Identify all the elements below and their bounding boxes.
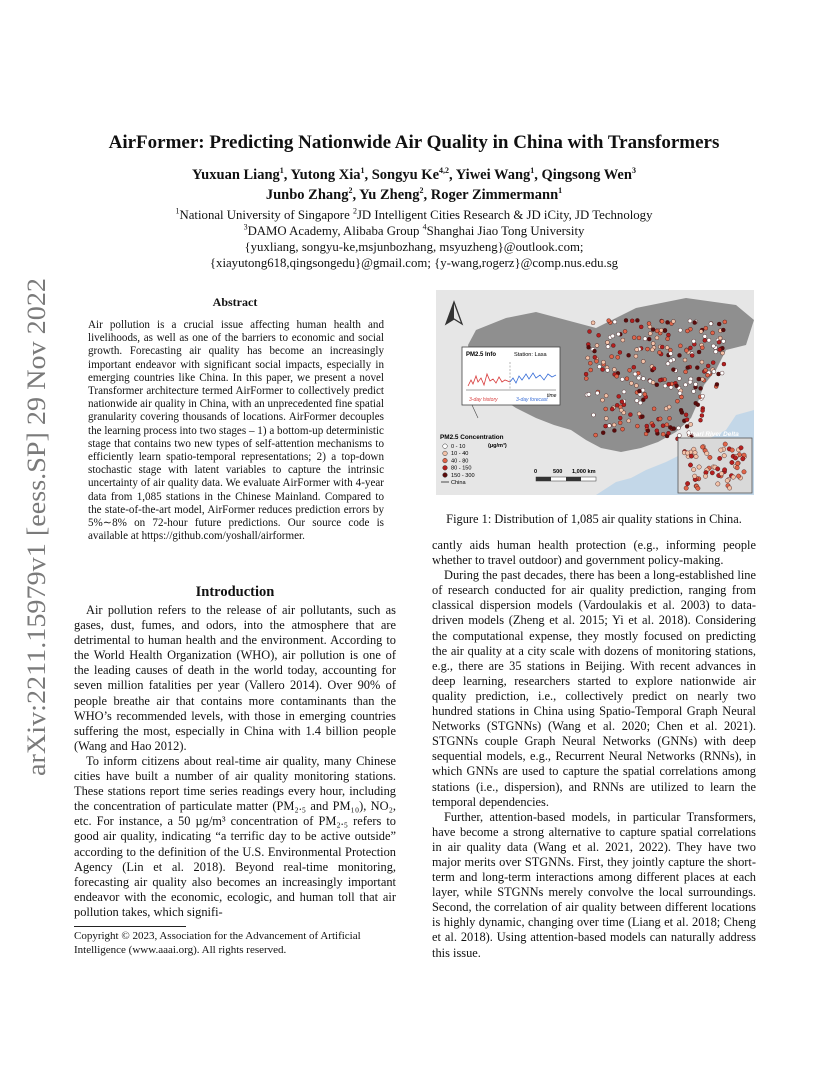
station-marker [659,328,663,332]
introduction-heading: Introduction [195,584,275,600]
legend-label: 0 - 10 [451,444,466,450]
station-marker [705,451,709,455]
station-marker [611,334,615,338]
station-marker [688,346,692,350]
station-marker [675,384,679,388]
station-marker [610,355,614,359]
station-marker [601,368,605,372]
station-marker [671,368,675,372]
legend-unit: (µg/m³) [488,443,507,449]
station-marker [699,418,703,422]
abstract-heading: Abstract [212,295,258,309]
affiliation-name: Shanghai Jiao Tong University [426,224,585,238]
station-marker [594,433,598,437]
station-marker [684,413,688,417]
station-marker [661,424,665,428]
station-marker [666,362,670,366]
station-marker [616,355,620,359]
affiliations [60,207,768,271]
station-marker [716,482,720,486]
author-name: Qingsong Wen [541,167,632,183]
station-marker [592,413,596,417]
station-marker [712,370,716,374]
station-marker [689,422,693,426]
station-marker [711,361,715,365]
station-marker [593,349,597,353]
station-marker [693,450,697,454]
station-marker [685,451,689,455]
legend-title: PM2.5 Concentration [440,434,504,441]
station-marker [693,321,697,325]
station-marker [655,329,659,333]
station-marker [628,368,632,372]
station-marker [668,425,672,429]
station-marker [588,361,592,365]
author-name: Yiwei Wang [455,167,531,183]
intro-paragraph-4: During the past decades, there has been a long-established line of research conducted for air quality prediction, ranging from classical dispersion models (Vardoulakis et al. 2003) to data-driven models (Zheng et al. 2015; Yi et al. 2018). Considering the computational expense, they mostly focused on predicting the air quality at a city scale with dozens of monitoring stations, e.g., there are 35 stations in Beijing. With recent advances in deep learning, researchers started to explore nationwide air quality prediction, i.e., collectively predict on nearly two hundred stations in China using Spatio-Temporal Graph Neural Networks (STGNNs) (Wang et al. 2020; Chen et al. 2021). STGNNs couple Graph Neural Networks (GNNs) with deep sequential models, e.g., Recurrent Neural Networks (RNNs), in which GNNs are used to capture the spatial correlations among stations (i.e., dispersion), and RNNs are utilized to learn the temporal dependencies. [432,568,756,809]
pearl-river-delta-inset [678,431,752,493]
history-label: 3-day history [469,397,498,403]
station-marker [647,337,651,341]
station-marker [678,344,682,348]
station-marker [684,486,688,490]
affiliation-name: National University of Singapore [179,208,353,222]
station-marker [651,328,655,332]
station-marker [722,454,726,458]
station-marker [646,347,650,351]
station-marker [701,394,705,398]
station-marker [678,353,682,357]
author-line-1: Yuxuan Liang$^1$, Yutong Xia$^1$, Songyu Ke$^{4,2}$, Yiwei Wang$^1$, Qingsong Wen$^3$ [192,166,636,183]
station-marker [595,391,599,395]
station-marker [607,319,611,323]
legend-label: 40 - 80 [451,458,469,465]
affiliation-sup: 3 [243,222,248,232]
station-marker [618,421,622,425]
station-marker [635,424,639,428]
station-marker [593,355,597,359]
station-marker [595,344,599,348]
affiliation-sup: 4 [422,222,427,232]
station-marker [716,467,720,471]
station-marker [641,377,645,381]
station-marker [632,336,636,340]
legend-swatch [443,451,448,456]
station-marker [736,461,740,465]
station-marker [694,454,698,458]
right-column-body [432,538,756,961]
intro-paragraph-3: cantly aids human health protection (e.g., informing people whether to travel outdoor) and government policy-making. [432,538,756,568]
station-marker [639,325,643,329]
station-marker [680,395,684,399]
station-marker [621,338,625,342]
station-marker [685,418,689,422]
station-marker [620,377,624,381]
affiliation-line-1 [60,207,768,223]
station-marker [696,486,700,490]
station-marker [604,394,608,398]
station-marker [629,381,633,385]
station-marker [667,382,671,386]
station-marker [651,381,655,385]
station-marker [703,338,707,342]
legend-label: 150 - 300 [451,472,475,479]
legend-label: 10 - 40 [451,451,469,458]
info-station: Station: Lasa [514,352,547,358]
affiliation-line-2 [60,223,768,239]
pm25-info-panel [462,347,560,405]
station-marker [710,471,714,475]
station-marker [723,442,727,446]
station-marker [621,427,625,431]
intro-paragraph-5: Further, attention-based models, in particular Transformers, have become a strong alternative to capture spatial correlations in air quality data (Wang et al. 2021, 2022). They have two major merits over STGNNs. First, they jointly capture the short-term and long-term interactions among different places at each layer, while STGNNs merely convolve the local surroundings. Second, the correlation of air quality between different locations is highly dynamic, changing over time (Liang et al. 2018; Cheng et al. 2018). Using attention-based models can naturally address this issue. [432,809,756,960]
scale-label-0: 0 [534,469,538,475]
delta-label: Pearl River Delta [688,431,739,438]
station-marker [663,328,667,332]
station-marker [665,346,669,350]
station-marker [703,474,707,478]
station-marker [610,407,614,411]
station-marker [706,364,710,368]
station-marker [704,326,708,330]
station-marker [612,368,616,372]
legend-swatch [443,466,448,471]
affiliation-name: JD Intelligent Cities Research & JD iCity, JD Technology [356,208,653,222]
station-marker [655,383,659,387]
station-marker [700,414,704,418]
station-marker [723,320,727,324]
station-marker [650,348,654,352]
station-marker [611,344,615,348]
station-marker [666,320,670,324]
station-marker [688,380,692,384]
intro-paragraph-1: Air pollution refers to the release of air pollutants, such as gases, dust, fumes, and odors, into the atmosphere that are detrimental to human health and the environment. According to the World Health Organization (WHO), air pollution is one of the leading causes of death in the world today, accounting for seven million fatalities per year (Vallero 2014). Over 90% of people breathe air that contains more contaminants than the WHO’s recommended levels, with those in emerging countries suffering the most, especially in China with 1.4 billion people (Wang and Hao 2012). [74,603,396,753]
station-marker [616,332,620,336]
station-marker [658,351,662,355]
email-line-2: {xiayutong618,qingsongedu}@gmail.com; {y-wang,rogerz}@comp.nus.edu.sg [209,256,619,270]
station-marker [660,319,664,323]
station-marker [669,352,673,356]
station-marker [688,319,692,323]
station-marker [678,328,682,332]
station-marker [647,322,651,326]
station-marker [690,354,694,358]
station-marker [618,416,622,420]
station-marker [677,426,681,430]
abstract-text: Air pollution is a crucial issue affecting human health and livelihoods, as well as one of the barriers to economic and social growth. Forecasting air quality has become an increasingly important endeavor with significant social impacts, especially in emerging countries like China. In this paper, we present a novel Transformer architecture termed AirFormer to collectively predict nationwide air quality in China, with an unprecedented fine spatial granularity covering thousands of locations. AirFormer decouples the learning process into two stages – 1) a bottom-up deterministic stage that contains two new types of self-attention mechanisms to efficiently learn spatio-temporal representations; 2) a top-down stochastic stage with latent variables to capture the intrinsic uncertainty of air quality data. We evaluate AirFormer with 4-year data from 1,085 stations in the Chinese Mainland. Compared to the state-of-the-art model, AirFormer reduces prediction errors by 5%∼8% on 72-hour future predictions. Our source code is available at https://github.com/yoshall/airformer. [88,319,384,543]
paper-title: AirFormer: Predicting Nationwide Air Quality in China with Transformers [108,132,720,153]
station-marker [719,472,723,476]
station-marker [689,454,693,458]
station-marker [722,468,726,472]
station-marker [637,336,641,340]
station-marker [622,390,626,394]
station-marker [589,368,593,372]
station-marker [623,329,627,333]
station-marker [730,448,734,452]
station-marker [707,338,711,342]
station-marker [708,455,712,459]
station-marker [632,365,636,369]
forecast-label: 3-day forecast [516,397,548,403]
station-marker [692,389,696,393]
station-marker [624,318,628,322]
station-marker [715,382,719,386]
station-marker [717,372,721,376]
station-marker [703,334,707,338]
station-marker [604,424,608,428]
author-list [60,165,768,205]
author-sup: 1 [530,166,535,176]
station-marker [725,479,729,483]
station-marker [651,342,655,346]
station-marker [718,348,722,352]
station-marker [685,424,689,428]
legend-swatch [443,458,448,463]
station-marker [652,367,656,371]
station-marker [733,456,737,460]
author-sup: 4,2 [439,166,450,176]
station-marker [735,466,739,470]
station-marker [739,446,743,450]
station-marker [699,386,703,390]
station-marker [720,371,724,375]
station-marker [697,377,701,381]
author-name: Roger Zimmermann [430,187,559,203]
station-marker [612,423,616,427]
station-marker [658,378,662,382]
station-marker [643,337,647,341]
station-marker [635,318,639,322]
station-marker [665,423,669,427]
station-marker [655,429,659,433]
station-marker [721,351,725,355]
station-marker [584,377,588,381]
author-line-2: Junbo Zhang$^2$, Yu Zheng$^2$, Roger Zimmermann$^1$ [265,186,563,203]
email-line-1: {yuxliang, songyu-ke,msjunbozhang, msyuzheng}@outlook.com; [244,240,584,254]
station-marker [595,359,599,363]
station-marker [679,408,683,412]
legend-swatch [443,444,448,449]
station-marker [667,405,671,409]
station-marker [634,354,638,358]
station-marker [640,415,644,419]
station-marker [634,384,638,388]
figure-caption: Figure 1: Distribution of 1,085 air quality stations in China. [446,512,742,526]
left-column-body [74,603,396,920]
station-marker [671,319,675,323]
station-marker [693,474,697,478]
station-marker [641,359,645,363]
station-marker [661,432,665,436]
station-marker [741,457,745,461]
station-marker [615,403,619,407]
station-marker [697,465,701,469]
station-marker [684,370,688,374]
station-marker [677,434,681,438]
station-marker [700,360,704,364]
station-marker [717,340,721,344]
station-marker [688,463,692,467]
station-marker [627,353,631,357]
author-name: Yuxuan Liang [192,167,280,183]
station-marker [612,429,616,433]
station-marker [591,321,595,325]
time-axis-label: time [547,393,557,399]
scale-label-1: 500 [553,469,563,475]
station-marker [717,322,721,326]
station-marker [658,417,662,421]
station-marker [652,407,656,411]
station-marker [722,339,726,343]
station-marker [651,424,655,428]
station-marker [683,358,687,362]
station-marker [597,365,601,369]
station-marker [586,356,590,360]
legend-label: China [451,480,466,486]
station-marker [686,366,690,370]
station-marker [604,407,608,411]
affiliation-sup: 1 [175,206,180,216]
station-marker [692,467,696,471]
author-name: Junbo Zhang [265,187,349,203]
station-marker [601,431,605,435]
station-marker [700,445,704,449]
station-marker [742,470,746,474]
station-marker [648,332,652,336]
copyright-notice: Copyright © 2023, Association for the Advancement of Artificial Intelligence (www.aaai.org). All rights reserved. [74,930,361,956]
station-marker [711,331,715,335]
author-sup: 2 [419,186,424,196]
station-marker [685,329,689,333]
station-marker [692,339,696,343]
station-marker [685,481,689,485]
station-marker [619,408,623,412]
station-marker [587,345,591,349]
station-marker [678,391,682,395]
station-marker [719,448,723,452]
station-marker [704,368,708,372]
station-marker [699,330,703,334]
station-marker [605,340,609,344]
scale-label-2: 1,000 km [572,469,596,475]
station-marker [627,419,631,423]
station-marker [697,350,701,354]
station-marker [701,409,705,413]
author-sup: 2 [348,186,353,196]
station-marker [646,429,650,433]
station-marker [588,330,592,334]
station-marker [604,416,608,420]
station-marker [685,349,689,353]
station-marker [606,345,610,349]
station-marker [620,400,624,404]
author-name: Yu Zheng [359,187,420,203]
station-marker [655,336,659,340]
station-marker [666,333,670,337]
station-marker [695,366,699,370]
affiliation-sup: 2 [352,206,357,216]
footnote-rule [74,926,186,927]
station-marker [721,328,725,332]
arxiv-identifier [5,268,61,780]
station-marker [694,382,698,386]
info-title: PM2.5 Info [466,352,497,358]
station-marker [615,374,619,378]
station-marker [709,322,713,326]
station-marker [727,486,731,490]
station-marker [731,475,735,479]
station-marker [637,376,641,380]
station-marker [618,350,622,354]
station-marker [628,413,632,417]
station-marker [635,348,639,352]
station-marker [638,401,642,405]
station-marker [718,456,722,460]
author-sup: 1 [558,186,563,196]
station-marker [714,350,718,354]
station-marker [730,460,734,464]
station-marker [700,346,704,350]
station-marker [584,372,588,376]
station-marker [677,377,681,381]
station-marker [633,372,637,376]
author-sup: 3 [631,166,636,176]
station-marker [722,362,726,366]
station-marker [711,344,715,348]
station-marker [675,399,679,403]
station-marker [643,392,647,396]
station-marker [613,320,617,324]
author-name: Songyu Ke [371,167,440,183]
station-marker [607,424,611,428]
station-marker [696,403,700,407]
station-marker [625,377,629,381]
author-sup: 1 [279,166,284,176]
station-marker [645,424,649,428]
station-marker [601,360,605,364]
arxiv-id-text: arXiv:2211.15979v1 [eess.SP] 29 Nov 2022 [21,307,51,776]
author-name: Yutong Xia [290,167,361,183]
station-marker [684,383,688,387]
station-marker [718,336,722,340]
station-marker [706,373,710,377]
station-marker [587,392,591,396]
station-marker [635,399,639,403]
legend-label: 80 - 150 [451,465,472,472]
author-sup: 1 [360,166,365,176]
legend-swatch [443,473,448,478]
station-marker [617,394,621,398]
station-marker [660,345,664,349]
affiliation-name: DAMO Academy, Alibaba Group [247,224,423,238]
station-marker [736,474,740,478]
station-marker [597,333,601,337]
station-marker [606,368,610,372]
station-marker [601,398,605,402]
station-marker [637,389,641,393]
station-marker [668,416,672,420]
station-marker [630,319,634,323]
station-marker [666,337,670,341]
figure-map [436,290,754,495]
intro-paragraph-2: To inform citizens about real-time air quality, many Chinese cities have built a number of air quality monitoring stations. These stations report time series readings every hour, including the concentration of particulate matter (PM₂.₅ and PM₁₀), NO₂, etc. For instance, a 50 µg/m³ concentration of PM₂.₅ refers to good air quality, indicating “a terrific day to be active outside” according to the definition of the U.S. Environmental Protection Agency (Lin et al. 2018). Beyond real-time monitoring, forecasting air quality also becomes an increasingly important endeavor with the economic, ecologic, and human toll that air pollution takes, which signifi- [74,753,396,919]
station-marker [667,431,671,435]
